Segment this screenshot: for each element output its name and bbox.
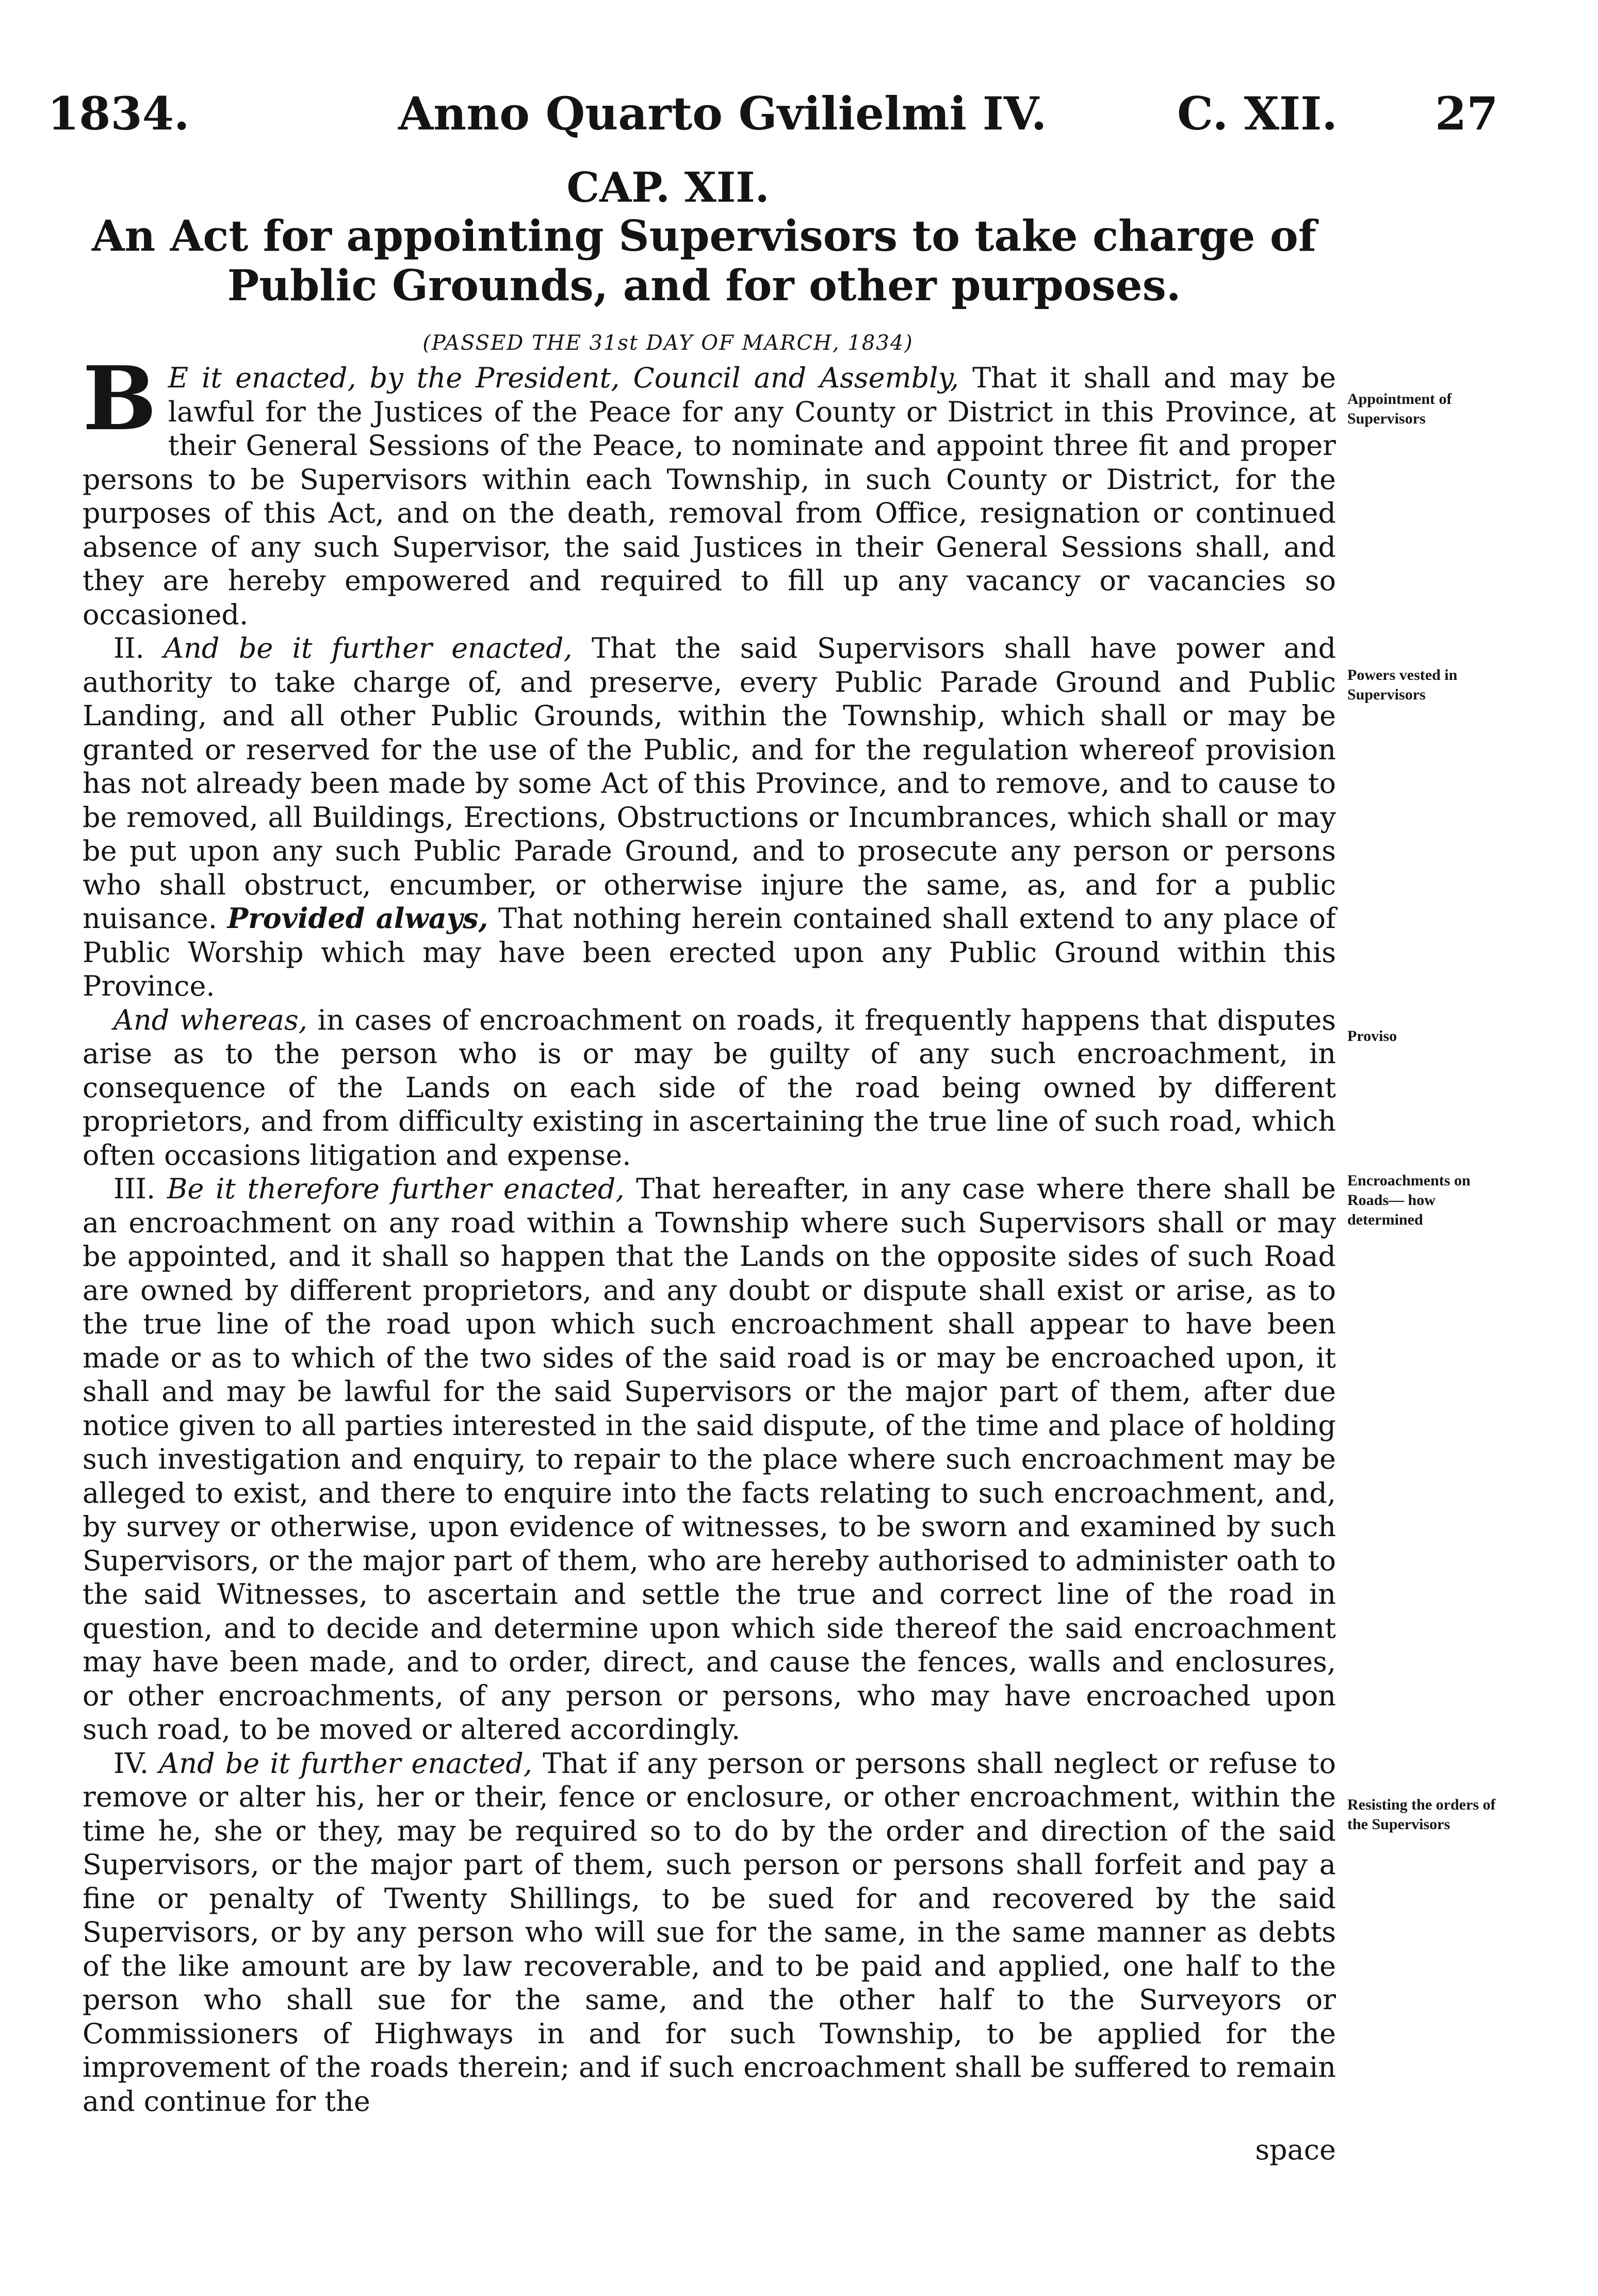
running-header	[47, 88, 1497, 144]
act-title: An Act for appointing Supervisors to take charge of Public Grounds, and for other purposes.	[92, 211, 1316, 311]
margin-note-powers: Powers vested in Supervisors	[1347, 666, 1458, 703]
page-number: 27	[1435, 87, 1498, 140]
section-3-enacting-clause: Be it therefore further enacted,	[167, 1173, 625, 1205]
catchword: space	[1255, 2134, 1336, 2166]
section-1	[83, 347, 1336, 631]
header-title: Anno Quarto Gvilielmi IV.	[398, 87, 1047, 140]
section-4-text: That if any person or persons shall neglect or refuse to remove or alter his, her or their, fence or enclosure, or other encroachment, within the time he, she or they, may be required so to do by the order and direction of the said Supervisors, or the major part of them, such person or persons shall forfeit and pay a fine or penalty of Twenty Shillings, to be sued for and recovered by the said Supervisors, or by any person who will sue for the same, in the same manner as debts of the like amount are by law recoverable, and to be paid and applied, one half to the person who shall sue for the same, and the other half to the Surveyors or Commissioners of Highways in and for such Township, to be applied for the improvement of the roads therein; and if such encroachment shall be suffered to remain and continue for the	[83, 1747, 1336, 2118]
drop-cap: B	[83, 347, 157, 450]
section-3	[83, 1172, 1336, 1747]
section-2-text: That the said Supervisors shall have power and authority to take charge of, and preserve, every Public Parade Ground and Public Landing, and all other Public Grounds, within the Township, which shall or may be granted or reserved for the use of the Public, and for the regulation whereof provision has not already been made by some Act of this Province, and to remove, and to cause to be removed, all Buildings, Erections, Obstructions or Incumbrances, which shall or may be put upon any such Public Parade Ground, and to prosecute any person or persons who shall obstruct, encumber, or otherwise injure the same, as, and for a public nuisance.	[83, 632, 1336, 935]
section-4	[83, 1747, 1336, 2119]
proviso-lead: Provided always,	[227, 902, 488, 935]
proviso-text: That nothing herein contained shall extend to any place of Public Worship which may have been erected upon any Public Ground within this Province.	[83, 902, 1336, 1002]
header-year: 1834.	[47, 87, 190, 140]
section-3-number: III.	[113, 1173, 156, 1205]
recital-lead: And whereas,	[113, 1003, 307, 1036]
chapter-heading: CAP. XII.	[566, 163, 770, 211]
body-text	[83, 347, 1336, 2118]
section-3-text: That hereafter, in any case where there shall be an encroachment on any road within a Township where such Supervisors shall or may be appointed, and it shall so happen that the Lands on the opposite sides of such Road are owned by different proprietors, and any doubt or dispute shall exist or arise, as to the true line of the road upon which such encroachment shall appear to have been made or as to which of the two sides of the said road is or may be encroached upon, it shall and may be lawful for the said Supervisors or the major part of them, after due notice given to all parties interested in the said dispute, of the time and place of holding such investigation and enquiry, to repair to the place where such encroachment may be alleged to exist, and there to enquire into the facts relating to such encroachment, and, by survey or otherwise, upon evidence of witnesses, to be sworn and examined by such Supervisors, or the major part of them, who are hereby authorised to administer oath to the said Witnesses, to ascertain and settle the true and correct line of the road in question, and to decide and determine upon which side thereof the said encroachment may have been made, and to order, direct, and cause the fences, walls and enclosures, or other encroachments, of any person or persons, who may have encroached upon such road, to be moved or altered accordingly.	[83, 1173, 1336, 1746]
section-1-text: That it shall and may be lawful for the Justices of the Peace for any County or District in this Province, at their General Sessions of the Peace, to nominate and appoint three fit and proper persons to be Supervisors within each Township, in such County or District, for the purposes of this Act, and on the death, removal from Office, resignation or continued absence of any such Supervisor, the said Justices in their General Sessions shall, and they are hereby empowered and required to fill up any vacancy or vacancies so occasioned.	[83, 362, 1336, 631]
recital-text: in cases of encroachment on roads, it frequently happens that disputes arise as to the person who is or may be guilty of any such encroachment, in consequence of the Lands on each side of the road being owned by different proprietors, and from difficulty existing in ascertaining the true line of such road, which often occasions litigation and expense.	[83, 1003, 1336, 1171]
section-1-enacting-clause: E it enacted, by the President, Council and Assembly,	[168, 362, 959, 394]
section-4-number: IV.	[113, 1747, 149, 1780]
margin-note-encroachments: Encroachments on Roads— how determined	[1347, 1172, 1471, 1228]
margin-note-resisting: Resisting the orders of the Supervisors	[1347, 1796, 1496, 1833]
section-2-enacting-clause: And be it further enacted,	[164, 632, 573, 664]
section-2	[83, 631, 1336, 1003]
section-4-enacting-clause: And be it further enacted,	[159, 1747, 532, 1780]
section-2-number: II.	[113, 632, 144, 664]
margin-note-appointment: Appointment of Supervisors	[1347, 390, 1452, 427]
header-chapter: C. XII.	[1177, 87, 1338, 140]
passed-date-line: (PASSED THE 31st DAY OF MARCH, 1834)	[422, 331, 914, 355]
margin-note-proviso: Proviso	[1347, 1028, 1397, 1045]
recital	[83, 1003, 1336, 1173]
